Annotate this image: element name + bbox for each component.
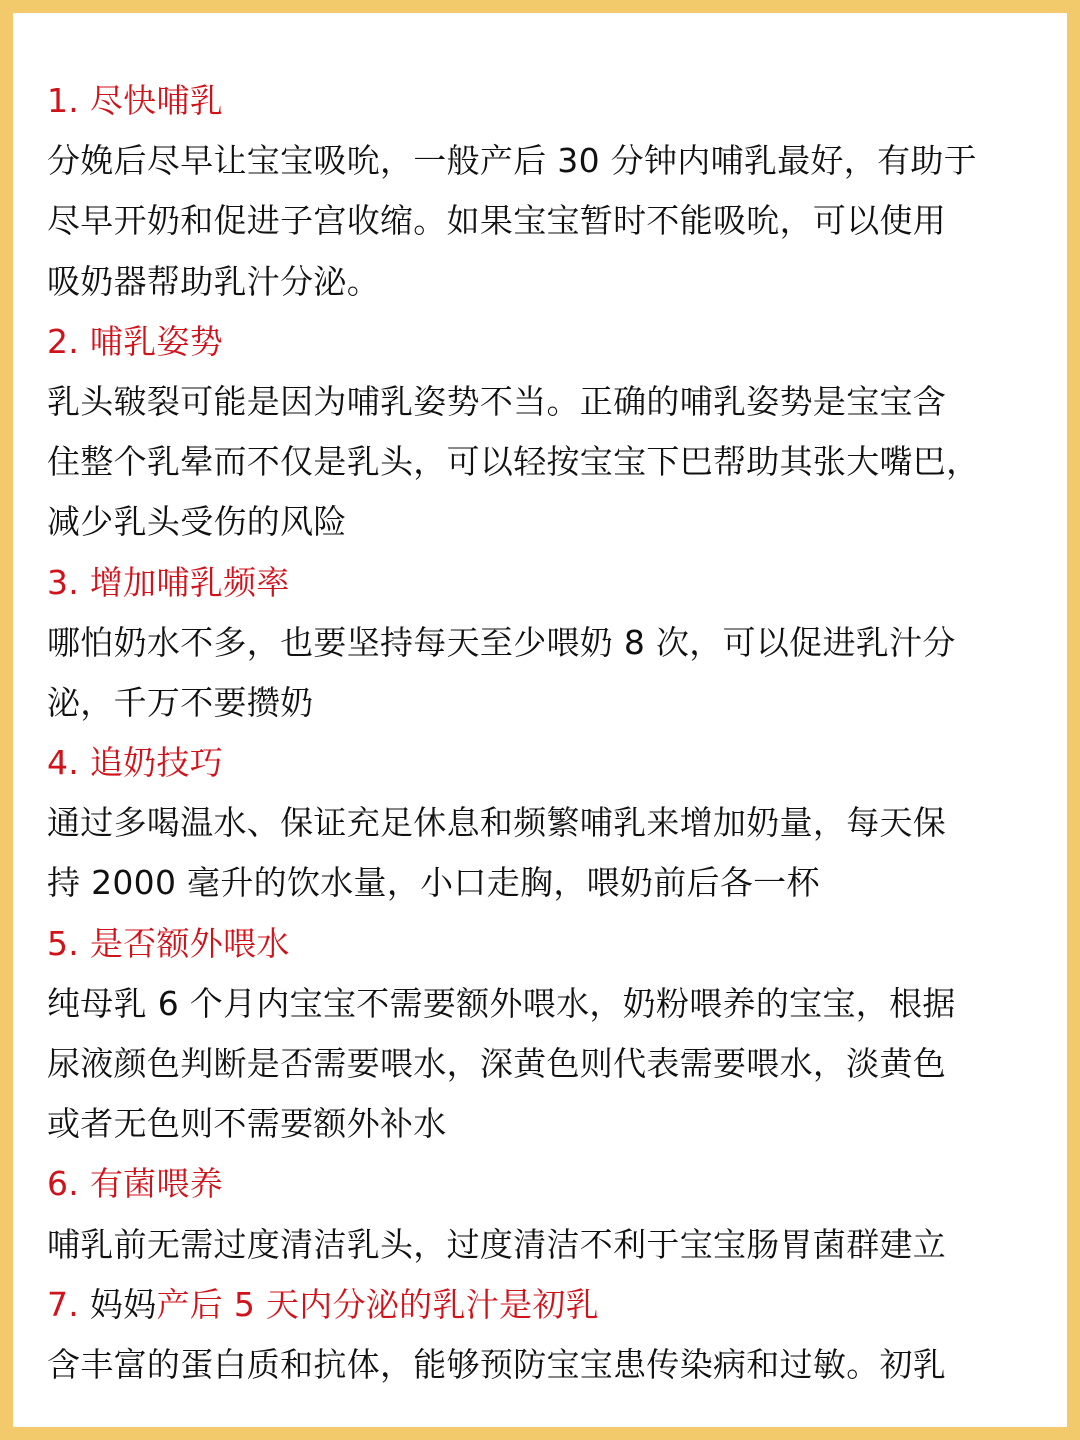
paragraph-line: 含丰富的蛋白质和抗体，能够预防宝宝患传染病和过敏。初乳 <box>47 1344 947 1384</box>
section-heading-1: 1. 尽快哺乳 <box>47 81 224 120</box>
paragraph-line: 持 2000 毫升的饮水量，小口走胸，喂奶前后各一杯 <box>47 863 820 903</box>
section-heading-7 <box>47 1275 1017 1335</box>
page-frame <box>13 13 1067 1427</box>
paragraph-line: 通过多喝温水、保证充足休息和频繁哺乳来增加奶量，每天保 <box>47 803 947 843</box>
paragraph-line: 尽早开奶和促进子宫收缩。如果宝宝暂时不能吸吮，可以使用 <box>47 201 947 241</box>
heading-red-part: 产后 5 天内分泌的乳汁是初乳 <box>156 1284 599 1324</box>
paragraph-line: 哪怕奶水不多，也要坚持每天至少喂奶 8 次，可以促进乳汁分 <box>47 622 956 662</box>
paragraph-line: 吸奶器帮助乳汁分泌。 <box>47 261 380 301</box>
section-heading-6: 6. 有菌喂养 <box>47 1164 224 1204</box>
paragraph-line: 减少乳头受伤的风险 <box>47 502 347 542</box>
paragraph-line: 住整个乳晕而不仅是乳头，可以轻按宝宝下巴帮助其张大嘴巴， <box>47 442 980 482</box>
section-heading-5: 5. 是否额外喂水 <box>47 923 290 963</box>
heading-number: 7. <box>47 1284 80 1324</box>
section-heading-3: 3. 增加哺乳频率 <box>47 562 290 602</box>
heading-black-part: 妈妈 <box>89 1284 157 1324</box>
section-heading-2: 2. 哺乳姿势 <box>47 321 224 361</box>
article-content <box>47 71 1017 1395</box>
section-heading-4: 4. 追奶技巧 <box>47 743 224 783</box>
paragraph-line: 尿液颜色判断是否需要喂水，深黄色则代表需要喂水，淡黄色 <box>47 1044 947 1083</box>
paragraph-line: 分娩后尽早让宝宝吸吮，一般产后 30 分钟内哺乳最好，有助于 <box>47 141 977 181</box>
paragraph-line: 或者无色则不需要额外补水 <box>47 1104 447 1144</box>
paragraph-line: 泌，千万不要攒奶 <box>47 682 314 722</box>
paragraph-line: 哺乳前无需过度清洁乳头，过度清洁不利于宝宝肠胃菌群建立 <box>47 1224 947 1264</box>
paragraph-line: 纯母乳 6 个月内宝宝不需要额外喂水，奶粉喂养的宝宝，根据 <box>47 983 956 1023</box>
paragraph-line: 乳头皲裂可能是因为哺乳姿势不当。正确的哺乳姿势是宝宝含 <box>47 381 947 421</box>
